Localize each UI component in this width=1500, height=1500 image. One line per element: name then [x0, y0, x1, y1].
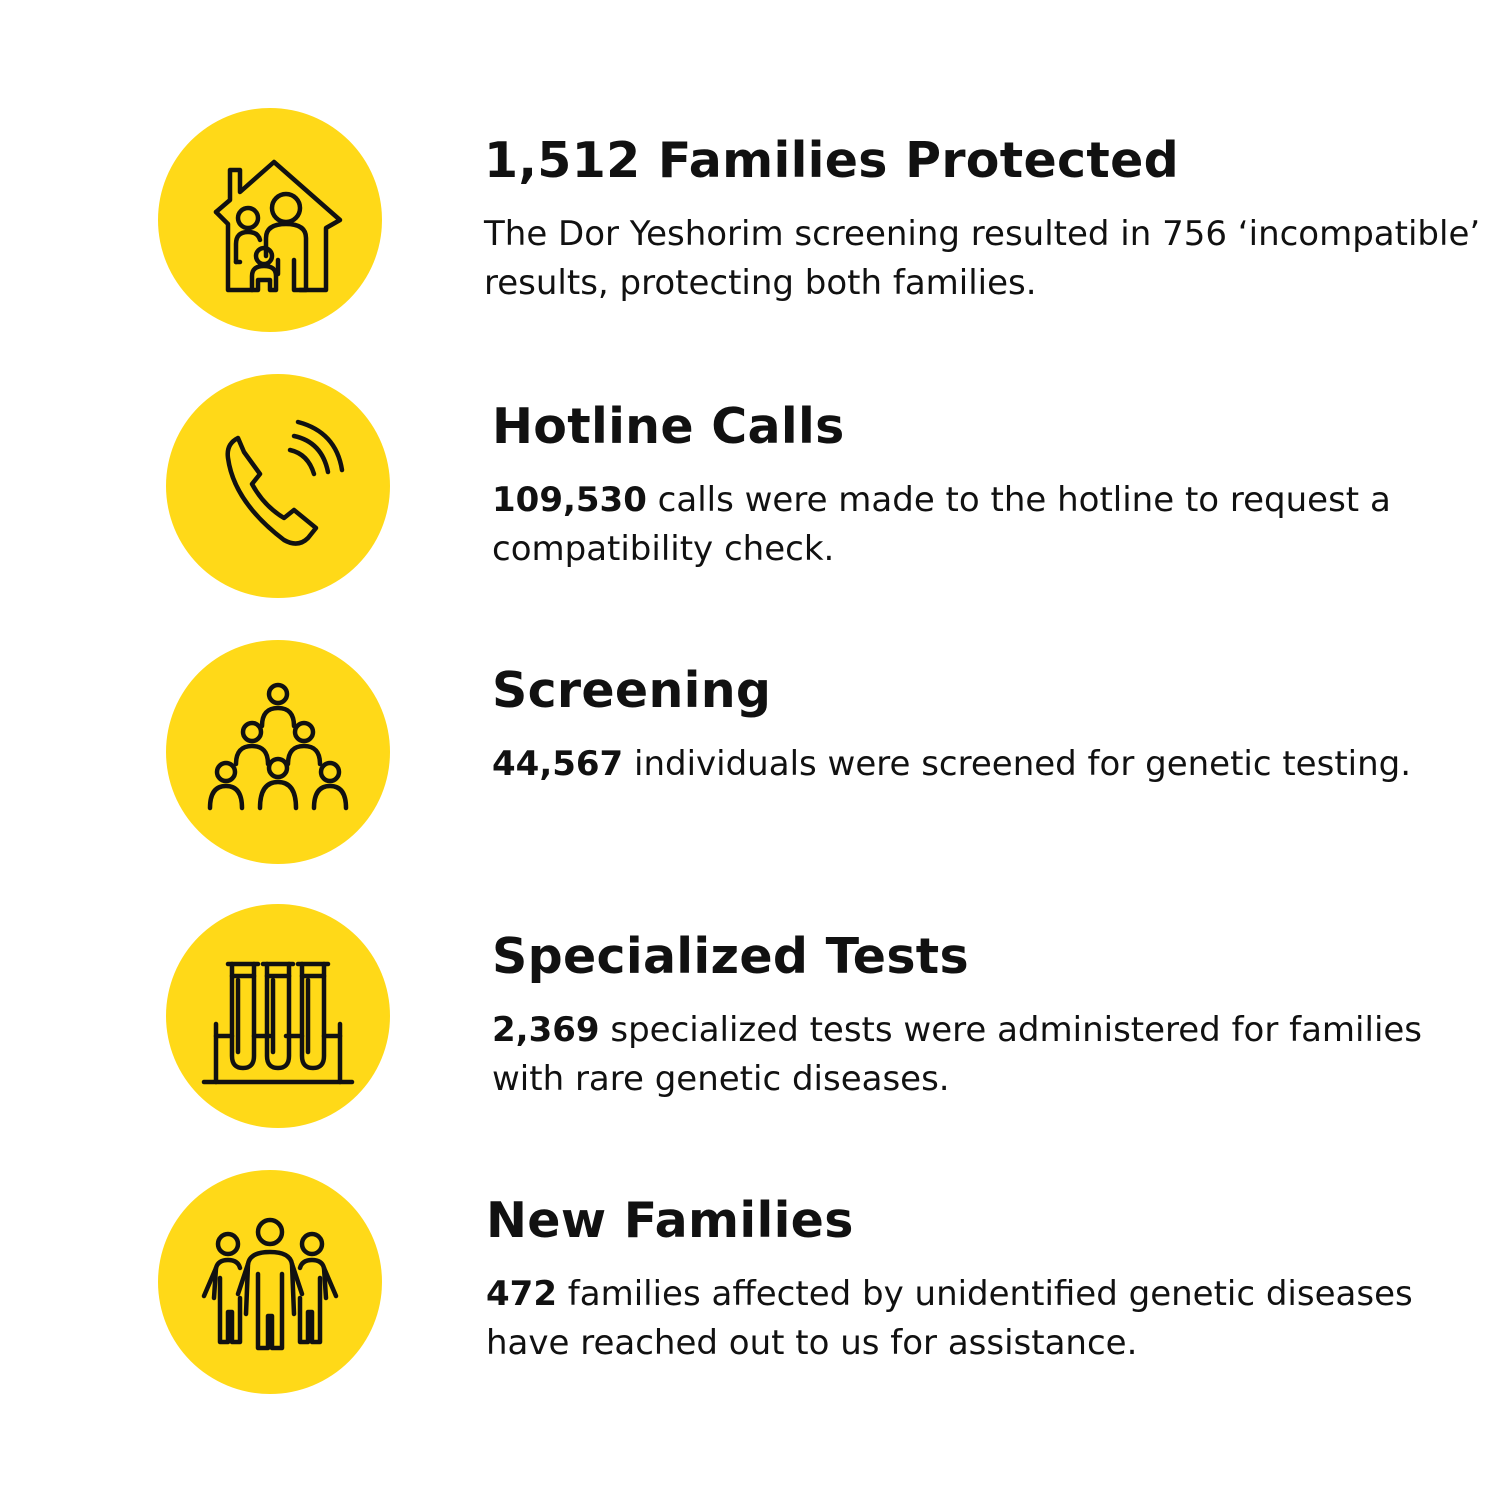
stat-description-text: individuals were screened for genetic testing.	[623, 743, 1412, 784]
stat-title: New Families	[486, 1192, 854, 1249]
house-family-icon	[190, 140, 350, 300]
icon-circle	[166, 904, 390, 1128]
stat-hotline-calls	[0, 374, 1500, 614]
stat-description	[492, 1006, 1500, 1104]
icon-circle	[158, 1170, 382, 1394]
stat-title: Hotline Calls	[492, 398, 845, 455]
stat-new-families	[0, 1170, 1500, 1410]
icon-circle	[166, 640, 390, 864]
stat-description	[486, 1270, 1500, 1368]
stat-description	[484, 210, 1500, 308]
stat-specialized-tests	[0, 904, 1500, 1144]
stat-title: Specialized Tests	[492, 928, 969, 985]
stat-description	[492, 740, 1411, 789]
icon-circle	[158, 108, 382, 332]
stat-description-text: families affected by unidentified genetic diseases have reached out to us for assistance.	[486, 1273, 1413, 1363]
stat-description-text: The Dor Yeshorim screening resulted in 756 ‘incompatible’ results, protecting both families.	[484, 213, 1481, 303]
stat-number: 472	[486, 1273, 557, 1314]
stat-description	[492, 476, 1500, 574]
stat-number: 2,369	[492, 1009, 600, 1050]
stat-screening	[0, 640, 1500, 880]
stat-number: 44,567	[492, 743, 624, 784]
stat-number: 109,530	[492, 479, 647, 520]
people-pyramid-icon	[198, 672, 358, 832]
family-group-icon	[190, 1202, 350, 1362]
stat-description-text: specialized tests were administered for families with rare genetic diseases.	[492, 1009, 1423, 1099]
test-tubes-icon	[198, 936, 358, 1096]
phone-calling-icon	[198, 406, 358, 566]
stat-title: 1,512 Families Protected	[484, 132, 1179, 189]
icon-circle	[166, 374, 390, 598]
stat-description-text: calls were made to the hotline to request a compatibility check.	[492, 479, 1391, 569]
stat-families-protected	[0, 108, 1500, 348]
stat-title: Screening	[492, 662, 772, 719]
